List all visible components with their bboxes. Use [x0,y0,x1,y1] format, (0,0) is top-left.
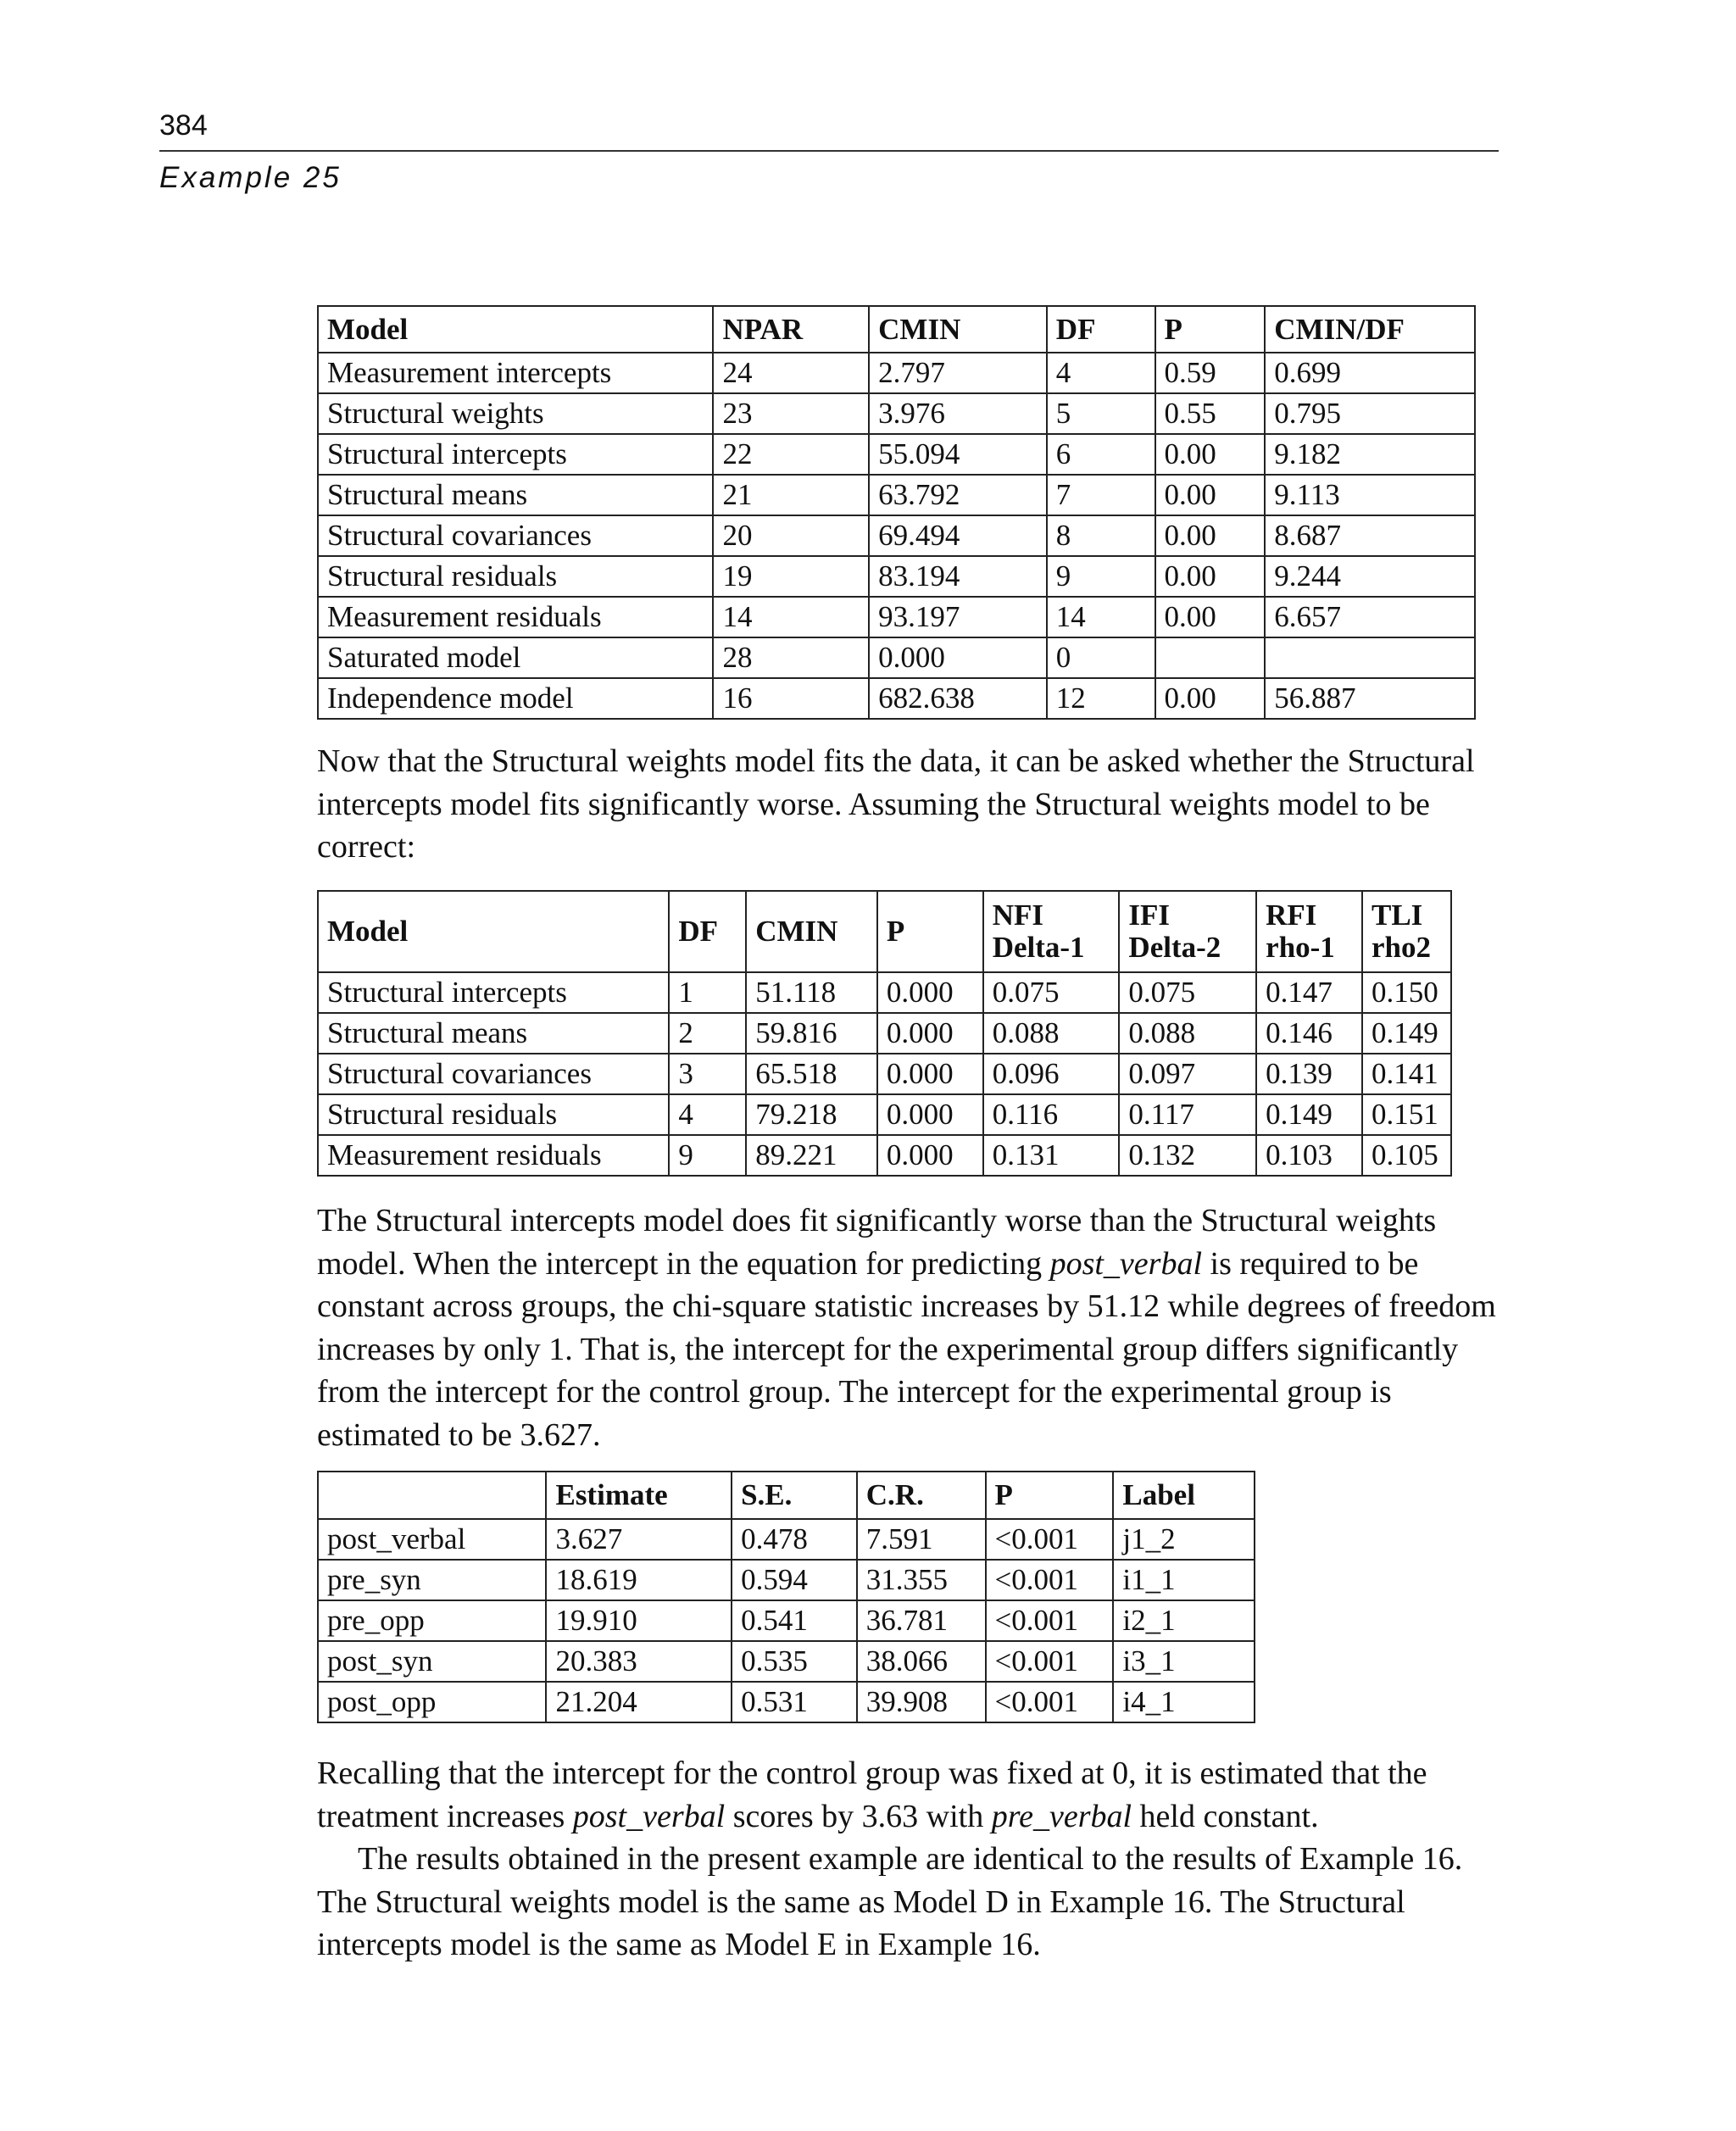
table-cell: 23 [713,393,869,434]
table-cell: 0.478 [732,1519,857,1560]
column-header: S.E. [732,1472,857,1519]
paragraph: Now that the Structural weights model fits the data, it can be asked whether the Structural intercepts model fits significantly worse. Assuming the Structural weights model to be correct: [317,743,1475,865]
table-cell: i2_1 [1113,1600,1255,1641]
table-cell: 7.591 [857,1519,986,1560]
table-cell: 0.116 [983,1094,1120,1135]
table-cell: 0.131 [983,1135,1120,1176]
table-cell: 0.141 [1362,1054,1451,1094]
table-cell: 39.908 [857,1682,986,1722]
table-row [318,1054,1451,1094]
table-cell: 9.244 [1265,556,1475,597]
table-cell: 0.00 [1155,515,1266,556]
table-cell: 2 [669,1013,746,1054]
table-cell: Saturated model [318,637,713,678]
table-cell: 14 [1047,597,1155,637]
table-cell: 0.00 [1155,475,1266,515]
table-cell: post_verbal [318,1519,546,1560]
column-header: NPAR [713,306,869,353]
table-cell: Structural means [318,475,713,515]
table-cell: 0.535 [732,1641,857,1682]
model-comparison-table [317,890,1452,1177]
table-cell: 79.218 [746,1094,877,1135]
table-row [318,1013,1451,1054]
column-header: DF [669,891,746,972]
table-cell: 0.795 [1265,393,1475,434]
table-cell: 6 [1047,434,1155,475]
table-cell: 16 [713,678,869,719]
column-header: TLI rho2 [1362,891,1451,972]
table-cell: 19.910 [546,1600,732,1641]
table-cell: 0.139 [1256,1054,1362,1094]
table-cell: pre_syn [318,1560,546,1600]
table-cell: <0.001 [986,1641,1114,1682]
table-cell: 93.197 [869,597,1047,637]
table-cell: 0.00 [1155,678,1266,719]
table-cell: 0.151 [1362,1094,1451,1135]
paragraph: Recalling that the intercept for the control group was fixed at 0, it is estimated that the treatment increases post_verbal scores by 3.63 with pre_verbal held constant. [317,1755,1427,1834]
table-cell: 65.518 [746,1054,877,1094]
table-cell: 59.816 [746,1013,877,1054]
table-cell: Structural intercepts [318,434,713,475]
table-cell: 0.149 [1256,1094,1362,1135]
table-cell: 9 [669,1135,746,1176]
table-cell: 2.797 [869,353,1047,393]
column-header: IFI Delta-2 [1119,891,1256,972]
table-cell: 21.204 [546,1682,732,1722]
table-cell: 31.355 [857,1560,986,1600]
table-cell: 0.59 [1155,353,1266,393]
table-header-row [318,891,1451,972]
column-header: P [986,1472,1114,1519]
table-cell: 0.096 [983,1054,1120,1094]
table-row [318,1560,1255,1600]
table-cell: Structural covariances [318,1054,669,1094]
table-cell: 56.887 [1265,678,1475,719]
table-cell: 5 [1047,393,1155,434]
table-cell: 3.627 [546,1519,732,1560]
table-cell: Structural intercepts [318,972,669,1013]
table-cell: 0.699 [1265,353,1475,393]
table-row [318,475,1475,515]
table-header-row [318,306,1475,353]
table-cell: 0.117 [1119,1094,1256,1135]
table-cell: 0.097 [1119,1054,1256,1094]
table-cell: 0.088 [983,1013,1120,1054]
table-cell: 0.075 [983,972,1120,1013]
table-cell: 0.00 [1155,597,1266,637]
table-cell: 0 [1047,637,1155,678]
table-row [318,1519,1255,1560]
table-cell: Structural residuals [318,556,713,597]
variable-name: post_verbal [1049,1245,1203,1282]
column-header: CMIN [869,306,1047,353]
table-cell: 19 [713,556,869,597]
model-fit-table [317,305,1476,720]
table-cell: 0.541 [732,1600,857,1641]
table-row [318,1135,1451,1176]
table-cell: 20.383 [546,1641,732,1682]
table-cell: <0.001 [986,1560,1114,1600]
table-cell: 0.000 [869,637,1047,678]
table-cell: Structural means [318,1013,669,1054]
table-cell: 9 [1047,556,1155,597]
column-header: CMIN [746,891,877,972]
column-header: P [877,891,983,972]
page-number: 384 [159,109,208,142]
table-cell: 0.149 [1362,1013,1451,1054]
table-cell: 12 [1047,678,1155,719]
table-cell: 0.103 [1256,1135,1362,1176]
table-cell: post_syn [318,1641,546,1682]
column-header: CMIN/DF [1265,306,1475,353]
table-cell: 3.976 [869,393,1047,434]
table-row [318,353,1475,393]
table-cell: 0.000 [877,1054,983,1094]
table-cell: 51.118 [746,972,877,1013]
table-cell: 0.150 [1362,972,1451,1013]
table-cell: <0.001 [986,1519,1114,1560]
table-cell: i4_1 [1113,1682,1255,1722]
table-cell: 0.132 [1119,1135,1256,1176]
table-cell: 0.075 [1119,972,1256,1013]
table-cell: Measurement intercepts [318,353,713,393]
table-row [318,1641,1255,1682]
header-rule [159,150,1499,152]
table-cell: 38.066 [857,1641,986,1682]
table-row [318,972,1451,1013]
table-cell: 8.687 [1265,515,1475,556]
table-cell: 7 [1047,475,1155,515]
table-cell: 0.594 [732,1560,857,1600]
paragraph: The Structural intercepts model does fit significantly worse than the Structural weights model. When the intercept in the equation for predicting post_verbal is required to be constant across groups, the chi-square statistic increases by 51.12 while degrees of freedom increases by only 1. That is, the intercept for the experimental group differs significantly from the intercept for the control group. The intercept for the experimental group is estimated to be 3.627. [317,1203,1496,1453]
table-cell: 20 [713,515,869,556]
table-row [318,597,1475,637]
table-cell: 0.105 [1362,1135,1451,1176]
table-cell: 0.000 [877,1013,983,1054]
table-cell: Structural residuals [318,1094,669,1135]
table-cell: <0.001 [986,1600,1114,1641]
table-cell: 0.146 [1256,1013,1362,1054]
table-row [318,556,1475,597]
table-cell: 83.194 [869,556,1047,597]
paragraph: The results obtained in the present example are identical to the results of Example 16. The Structural weights model is the same as Model D in Example 16. The Structural intercepts model is the same as Model E in Example 16. [317,1841,1463,1962]
table-cell: 8 [1047,515,1155,556]
table-row [318,637,1475,678]
table-row [318,393,1475,434]
table-row [318,1094,1451,1135]
table-cell: 4 [669,1094,746,1135]
table-cell: 0.00 [1155,556,1266,597]
table-cell: 9.113 [1265,475,1475,515]
table-row [318,434,1475,475]
table-cell: i3_1 [1113,1641,1255,1682]
table-cell: 9.182 [1265,434,1475,475]
intercepts-table [317,1471,1255,1723]
table-row [318,515,1475,556]
table-cell: 0.00 [1155,434,1266,475]
table-row [318,1682,1255,1722]
table-cell: j1_2 [1113,1519,1255,1560]
table-cell: 682.638 [869,678,1047,719]
column-header: Label [1113,1472,1255,1519]
table-cell: 63.792 [869,475,1047,515]
column-header: DF [1047,306,1155,353]
table-cell: 69.494 [869,515,1047,556]
table-cell: Structural weights [318,393,713,434]
table-cell [1155,637,1266,678]
table-cell: 89.221 [746,1135,877,1176]
table-cell: 6.657 [1265,597,1475,637]
table-cell: 55.094 [869,434,1047,475]
table-cell: Structural covariances [318,515,713,556]
table-cell: 0.000 [877,972,983,1013]
table-cell: Measurement residuals [318,597,713,637]
column-header: RFI rho-1 [1256,891,1362,972]
table-cell: 18.619 [546,1560,732,1600]
table-cell: 28 [713,637,869,678]
table-cell: post_opp [318,1682,546,1722]
table-cell: 0.000 [877,1094,983,1135]
variable-name: pre_verbal [991,1798,1132,1834]
table-row [318,1600,1255,1641]
table-header-row [318,1472,1255,1519]
table-cell [1265,637,1475,678]
column-header: Estimate [546,1472,732,1519]
table-cell: 3 [669,1054,746,1094]
table-cell: Independence model [318,678,713,719]
table-cell: i1_1 [1113,1560,1255,1600]
table-cell: 36.781 [857,1600,986,1641]
table-cell: Measurement residuals [318,1135,669,1176]
table-cell: 0.147 [1256,972,1362,1013]
column-header [318,1472,546,1519]
table-cell: 0.55 [1155,393,1266,434]
table-cell: 1 [669,972,746,1013]
table-cell: <0.001 [986,1682,1114,1722]
column-header: NFI Delta-1 [983,891,1120,972]
column-header: C.R. [857,1472,986,1519]
column-header: Model [318,891,669,972]
column-header: Model [318,306,713,353]
table-cell: pre_opp [318,1600,546,1641]
table-cell: 0.531 [732,1682,857,1722]
table-cell: 14 [713,597,869,637]
table-cell: 4 [1047,353,1155,393]
table-cell: 24 [713,353,869,393]
table-cell: 0.000 [877,1135,983,1176]
table-cell: 0.088 [1119,1013,1256,1054]
chapter-label: Example 25 [159,161,342,194]
table-row [318,678,1475,719]
variable-name: post_verbal [572,1798,726,1834]
column-header: P [1155,306,1266,353]
table-cell: 22 [713,434,869,475]
table-cell: 21 [713,475,869,515]
